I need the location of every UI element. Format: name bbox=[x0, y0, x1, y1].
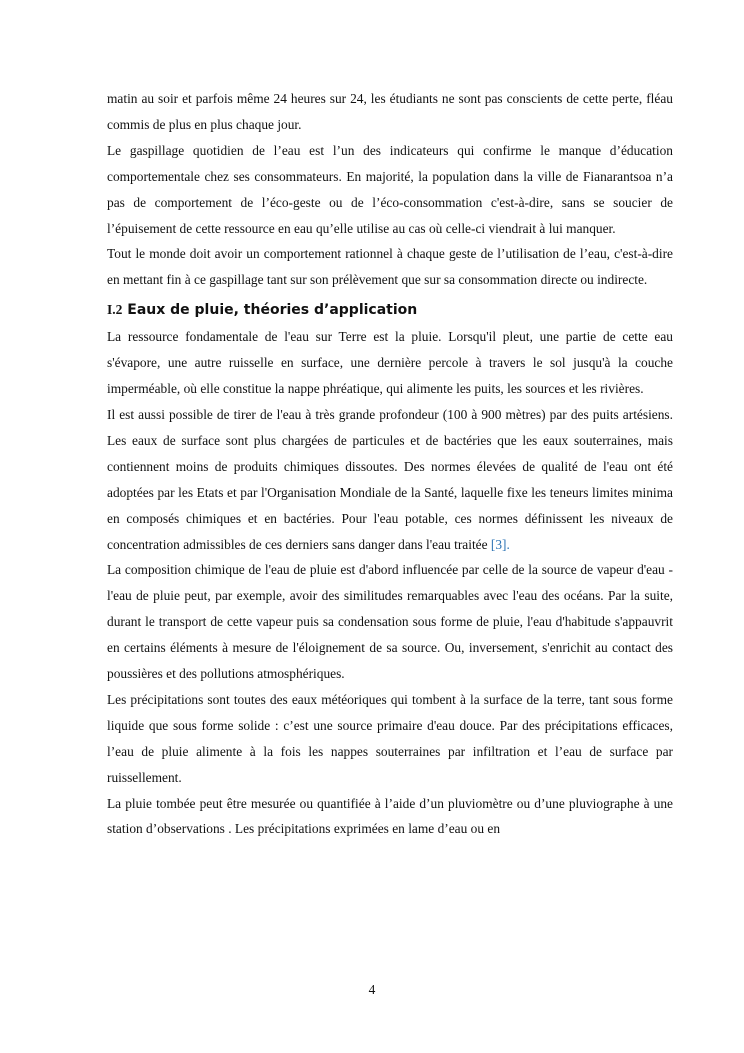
section-number: I.2 bbox=[107, 302, 123, 318]
paragraph-text: Il est aussi possible de tirer de l'eau à très grande profondeur (100 à 900 mètres) par des puits artésiens. Les eaux de surface sont plus chargées de particules et de bactéries que les eaux souterraines, mais contiennent moins de produits chimiques dissoutes. Des normes élevées de qualité de l'eau ont été adoptées par les Etats et par l'Organisation Mondiale de la Santé, laquelle fixe les teneurs limites minima en composés chimiques et en bactéries. Pour l'eau potable, ces normes définissent les niveaux de concentration admissibles de ces derniers sans danger dans l'eau traitée bbox=[107, 406, 673, 552]
paragraph: matin au soir et parfois même 24 heures sur 24, les étudiants ne sont pas conscients de cette perte, fléau commis de plus en plus chaque jour. bbox=[107, 91, 673, 132]
citation-link[interactable]: [3]. bbox=[490, 536, 510, 552]
section-title: Eaux de pluie, théories d’application bbox=[127, 302, 418, 319]
page-number: 4 bbox=[368, 982, 376, 997]
section-heading bbox=[107, 297, 673, 323]
paragraph: Les précipitations sont toutes des eaux météoriques qui tombent à la surface de la terre, tant sous forme liquide que sous forme solide : c’est une source primaire d'eau douce. Par des précipitations efficaces, l’eau de pluie alimente à la fois les nappes souterraines par infiltration et l’eau de surface par ruissellement. bbox=[107, 691, 673, 785]
paragraph: Tout le monde doit avoir un comportement rationnel à chaque geste de l’utilisation de l’eau, c'est-à-dire en mettant fin à ce gaspillage tant sur son prélèvement que sur sa consommation directe ou indirecte. bbox=[107, 246, 673, 288]
paragraph: La composition chimique de l'eau de pluie est d'abord influencée par celle de la source de vapeur d'eau - l'eau de pluie peut, par exemple, avoir des similitudes remarquables avec l'eau des océans. Par la suite, durant le transport de cette vapeur puis sa condensation sous forme de pluie, l'eau d'habitude s'appauvrit en certains éléments à mesure de l'éloignement de sa source. Ou, inversement, s'enrichit au contact des poussières et des pollutions atmosphériques. bbox=[107, 562, 673, 682]
page-body bbox=[107, 86, 673, 842]
paragraph bbox=[107, 402, 673, 557]
paragraph: Le gaspillage quotidien de l’eau est l’un des indicateurs qui confirme le manque d’éducation comportementale chez ses consommateurs. En majorité, la population dans la ville de Fianarantsoa n’a pas de comportement de l’éco-geste ou de l’éco-consommation c'est-à-dire, sans se soucier de l’épuisement de cette ressource en eau qu’elle utilise au cas où celle-ci viendrait à lui manquer. bbox=[107, 142, 673, 236]
paragraph: La ressource fondamentale de l'eau sur Terre est la pluie. Lorsqu'il pleut, une partie de cette eau s'évapore, une autre ruisselle en surface, une dernière percole à travers le sol jusqu'à la couche imperméable, où elle constitue la nappe phréatique, qui alimente les puits, les sources et les rivières. bbox=[107, 329, 673, 397]
paragraph: La pluie tombée peut être mesurée ou quantifiée à l’aide d’un pluviomètre ou d’une pluviographe à une station d’observations . Les précipitations exprimées en lame d’eau ou en bbox=[107, 795, 673, 837]
